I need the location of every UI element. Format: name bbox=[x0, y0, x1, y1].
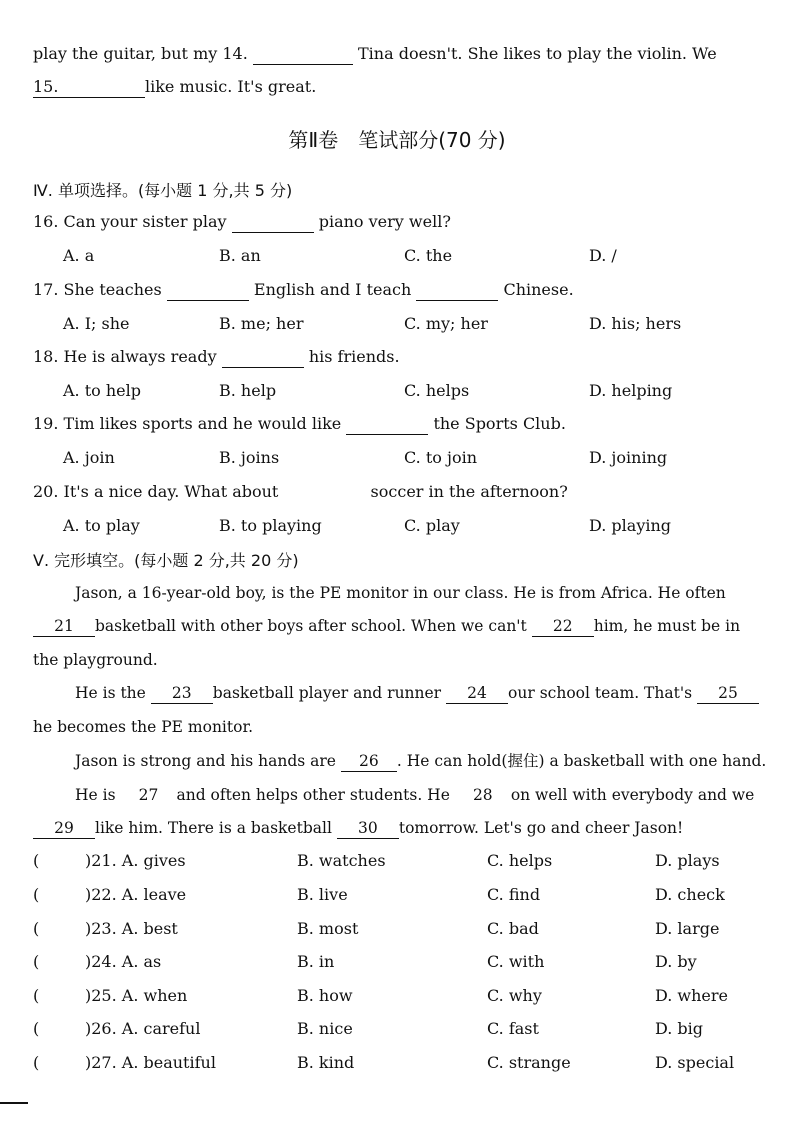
blank-26[interactable]: 26 bbox=[341, 751, 397, 772]
blank-14[interactable] bbox=[253, 44, 353, 65]
option-a[interactable]: )26. A. careful bbox=[85, 1019, 201, 1038]
option-c[interactable]: C. play bbox=[404, 516, 460, 535]
option-b[interactable]: B. how bbox=[297, 986, 353, 1005]
answer-row-24 bbox=[33, 952, 773, 974]
blank-23[interactable]: 23 bbox=[151, 683, 213, 704]
passage-text: basketball player and runner bbox=[212, 684, 442, 702]
answer-row-27 bbox=[33, 1053, 773, 1075]
option-d[interactable]: D. where bbox=[655, 986, 729, 1005]
blank-29[interactable]: 29 bbox=[33, 818, 95, 839]
option-b[interactable]: B. nice bbox=[297, 1019, 353, 1038]
passage-text: our school team. That's bbox=[508, 684, 693, 702]
option-c[interactable]: C. bad bbox=[487, 919, 539, 938]
option-d[interactable]: D. big bbox=[655, 1019, 704, 1038]
passage-text: and often helps other students. He bbox=[176, 786, 450, 804]
intro-text: like music. It's great. bbox=[145, 77, 317, 96]
option-b[interactable]: B. most bbox=[297, 919, 359, 938]
blank[interactable] bbox=[283, 482, 365, 502]
intro-line-2 bbox=[33, 77, 316, 98]
answer-paren[interactable]: ( bbox=[33, 919, 40, 938]
option-a[interactable]: )22. A. leave bbox=[85, 885, 187, 904]
passage-text: tomorrow. Let's go and cheer Jason! bbox=[398, 819, 684, 837]
option-a[interactable]: A. to help bbox=[63, 381, 142, 400]
question-stem: 19. Tim likes sports and he would like bbox=[33, 414, 342, 433]
option-d[interactable]: D. playing bbox=[589, 516, 672, 535]
option-b[interactable]: B. to playing bbox=[219, 516, 322, 535]
section-5-heading: Ⅴ. 完形填空。(每小题 2 分,共 20 分) bbox=[33, 551, 299, 570]
blank-21[interactable]: 21 bbox=[33, 616, 95, 637]
answer-row-26 bbox=[33, 1019, 773, 1041]
passage-p2-line2: he becomes the PE monitor. bbox=[33, 718, 254, 736]
option-a[interactable]: )25. A. when bbox=[85, 986, 188, 1005]
answer-paren[interactable]: ( bbox=[33, 986, 40, 1005]
blank-24[interactable]: 24 bbox=[446, 683, 508, 704]
option-c[interactable]: C. find bbox=[487, 885, 541, 904]
option-c[interactable]: C. strange bbox=[487, 1053, 571, 1072]
option-c[interactable]: C. helps bbox=[404, 381, 470, 400]
option-a[interactable]: )24. A. as bbox=[85, 952, 162, 971]
passage-p1-line2 bbox=[33, 616, 740, 637]
blank-30[interactable]: 30 bbox=[337, 818, 399, 839]
question-20 bbox=[33, 482, 568, 502]
option-d[interactable]: D. check bbox=[655, 885, 725, 904]
answer-paren[interactable]: ( bbox=[33, 952, 40, 971]
blank-27[interactable]: 27 bbox=[138, 786, 159, 804]
question-stem: 20. It's a nice day. What about bbox=[33, 482, 279, 501]
question-stem: Chinese. bbox=[503, 280, 574, 299]
passage-text: like him. There is a basketball bbox=[95, 819, 332, 837]
option-c[interactable]: C. why bbox=[487, 986, 542, 1005]
answer-row-23 bbox=[33, 919, 773, 941]
option-b[interactable]: B. in bbox=[297, 952, 335, 971]
question-stem: 17. She teaches bbox=[33, 280, 162, 299]
question-stem: his friends. bbox=[308, 347, 400, 366]
option-b[interactable]: B. watches bbox=[297, 851, 386, 870]
question-stem: English and I teach bbox=[253, 280, 412, 299]
section-4-heading: Ⅳ. 单项选择。(每小题 1 分,共 5 分) bbox=[33, 181, 293, 200]
passage-p4-line2 bbox=[33, 818, 683, 839]
option-b[interactable]: B. live bbox=[297, 885, 348, 904]
blank[interactable] bbox=[167, 280, 249, 301]
option-a[interactable]: )27. A. beautiful bbox=[85, 1053, 216, 1072]
intro-text: Tina doesn't. She likes to play the violin. We bbox=[358, 44, 717, 63]
page-footer-rule bbox=[0, 1102, 28, 1104]
blank-25[interactable]: 25 bbox=[697, 683, 759, 704]
answer-paren[interactable]: ( bbox=[33, 851, 40, 870]
option-a[interactable]: )23. A. best bbox=[85, 919, 178, 938]
blank-22[interactable]: 22 bbox=[532, 616, 594, 637]
intro-text: play the guitar, but my 14. bbox=[33, 44, 248, 63]
blank[interactable] bbox=[346, 414, 428, 435]
option-d[interactable]: D. by bbox=[655, 952, 697, 971]
question-stem: piano very well? bbox=[318, 212, 451, 231]
option-b[interactable]: B. me; her bbox=[219, 314, 304, 333]
question-16 bbox=[33, 212, 451, 233]
passage-text: on well with everybody and we bbox=[510, 786, 755, 804]
blank[interactable] bbox=[416, 280, 498, 301]
option-a[interactable]: )21. A. gives bbox=[85, 851, 186, 870]
option-c[interactable]: C. fast bbox=[487, 1019, 539, 1038]
question-stem: soccer in the afternoon? bbox=[370, 482, 568, 501]
blank-15[interactable] bbox=[33, 77, 145, 98]
passage-text: He is the bbox=[75, 684, 146, 702]
answer-paren[interactable]: ( bbox=[33, 1019, 40, 1038]
answer-row-22 bbox=[33, 885, 773, 907]
blank[interactable] bbox=[222, 347, 304, 368]
question-18 bbox=[33, 347, 400, 368]
passage-text: . He can hold(握住) a basketball with one hand. bbox=[396, 752, 767, 770]
answer-row-21 bbox=[33, 851, 773, 873]
option-d[interactable]: D. special bbox=[655, 1053, 735, 1072]
option-d[interactable]: D. / bbox=[589, 246, 617, 265]
option-c[interactable]: C. my; her bbox=[404, 314, 488, 333]
answer-paren[interactable]: ( bbox=[33, 885, 40, 904]
blank-number: 15. bbox=[33, 77, 59, 96]
question-19 bbox=[33, 414, 566, 435]
option-d[interactable]: D. plays bbox=[655, 851, 720, 870]
option-c[interactable]: C. the bbox=[404, 246, 453, 265]
passage-p2-line1 bbox=[75, 683, 759, 704]
option-a[interactable]: A. to play bbox=[63, 516, 140, 535]
question-stem: 18. He is always ready bbox=[33, 347, 217, 366]
option-b[interactable]: B. help bbox=[219, 381, 277, 400]
option-b[interactable]: B. an bbox=[219, 246, 261, 265]
passage-p1-line3: the playground. bbox=[33, 651, 158, 669]
passage-text: Jason is strong and his hands are bbox=[75, 752, 336, 770]
blank-28[interactable]: 28 bbox=[472, 786, 493, 804]
option-c[interactable]: C. with bbox=[487, 952, 545, 971]
option-b[interactable]: B. kind bbox=[297, 1053, 355, 1072]
intro-line-1 bbox=[33, 44, 717, 65]
option-a[interactable]: A. I; she bbox=[63, 314, 130, 333]
passage-text: He is bbox=[75, 786, 116, 804]
question-stem: the Sports Club. bbox=[433, 414, 566, 433]
passage-p1-line1: Jason, a 16-year-old boy, is the PE monitor in our class. He is from Africa. He often bbox=[75, 584, 726, 602]
option-d[interactable]: D. his; hers bbox=[589, 314, 682, 333]
option-c[interactable]: C. helps bbox=[487, 851, 553, 870]
option-d[interactable]: D. joining bbox=[589, 448, 668, 467]
option-d[interactable]: D. helping bbox=[589, 381, 673, 400]
option-c[interactable]: C. to join bbox=[404, 448, 478, 467]
option-a[interactable]: A. a bbox=[63, 246, 95, 265]
page-title: 第Ⅱ卷 笔试部分(70 分) bbox=[288, 128, 506, 152]
option-a[interactable]: A. join bbox=[63, 448, 115, 467]
answer-paren[interactable]: ( bbox=[33, 1053, 40, 1072]
question-17 bbox=[33, 280, 574, 301]
option-b[interactable]: B. joins bbox=[219, 448, 280, 467]
passage-p3 bbox=[75, 751, 766, 772]
question-stem: 16. Can your sister play bbox=[33, 212, 227, 231]
passage-text: him, he must be in bbox=[593, 617, 741, 635]
passage-text: basketball with other boys after school. When we can't bbox=[95, 617, 527, 635]
passage-p4-line1 bbox=[75, 785, 754, 805]
option-d[interactable]: D. large bbox=[655, 919, 720, 938]
blank[interactable] bbox=[232, 212, 314, 233]
answer-row-25 bbox=[33, 986, 773, 1008]
